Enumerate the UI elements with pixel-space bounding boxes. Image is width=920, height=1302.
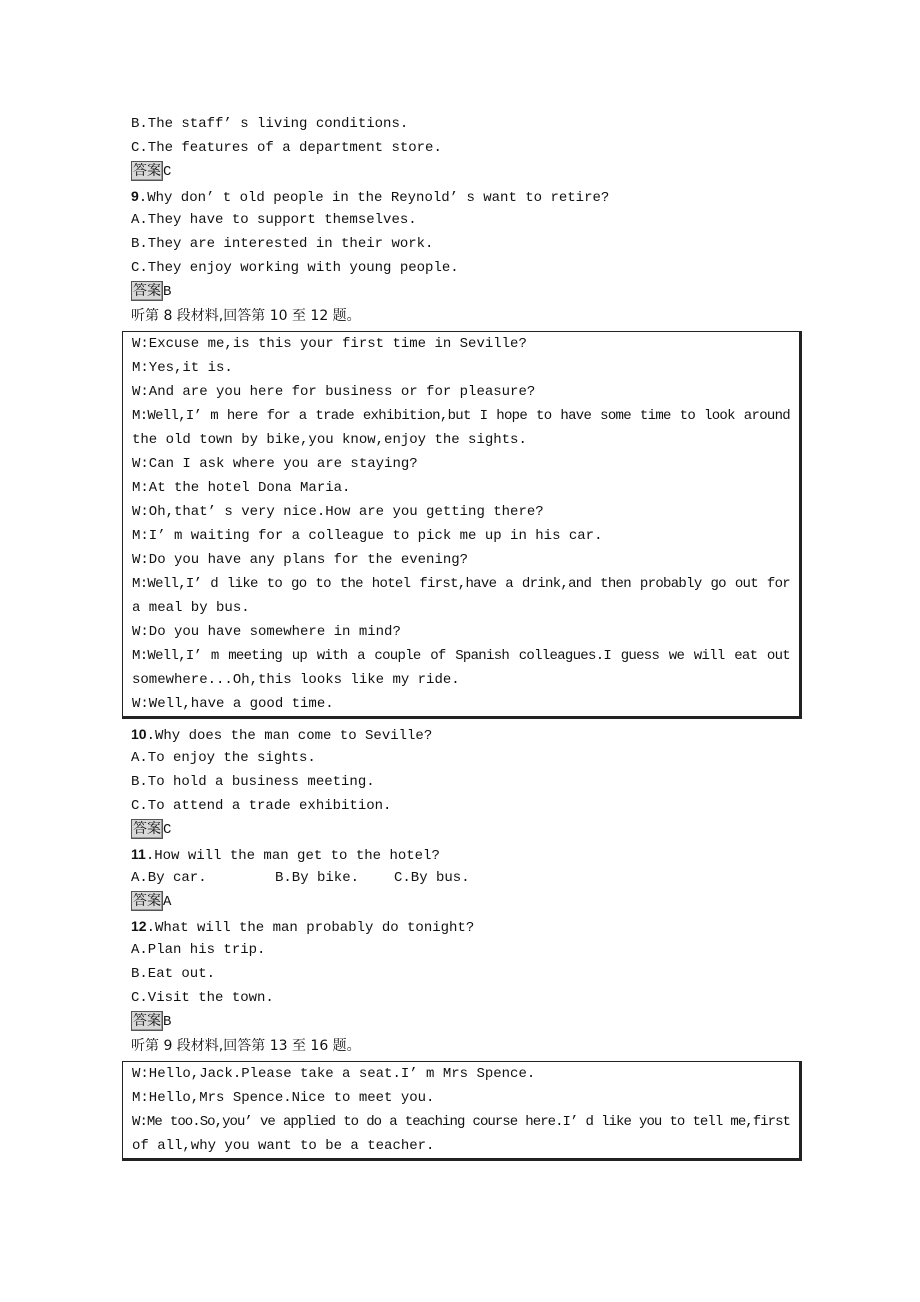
dialogue-box-9 [122, 1061, 802, 1161]
option: A.By car. [131, 870, 207, 886]
dialogue-line: W:Well,have a good time. [132, 696, 334, 712]
options-row [131, 866, 791, 890]
option: B.They are interested in their work. [131, 236, 434, 252]
answer [131, 890, 791, 914]
answer-badge: 答案 [133, 163, 161, 180]
question-number: 9 [131, 188, 139, 204]
answer [131, 280, 791, 304]
section-heading: 听第 8 段材料,回答第 10 至 12 题。 [131, 308, 361, 324]
answer-value: C [163, 822, 172, 838]
answer [131, 818, 791, 842]
dialogue-line: W:Do you have somewhere in mind? [132, 624, 401, 640]
option: A.To enjoy the sights. [131, 750, 316, 766]
question-text: .What will the man probably do tonight? [146, 920, 475, 936]
dialogue-line: W:And are you here for business or for pleasure? [132, 384, 536, 400]
dialogue-line: M:At the hotel Dona Maria. [132, 480, 351, 496]
dialogue-line: W:Excuse me,is this your first time in Seville? [132, 336, 527, 352]
dialogue-line: a meal by bus. [132, 600, 250, 616]
question-9 [131, 184, 791, 208]
dialogue-line: W:Hello,Jack.Please take a seat.I’ m Mrs Spence. [132, 1066, 536, 1082]
option: B.Eat out. [131, 966, 216, 982]
option: B.The staff’ s living conditions. [131, 116, 409, 132]
question-text: .How will the man get to the hotel? [145, 848, 440, 864]
dialogue-line: M:Well,I’ m here for a trade exhibition,but I hope to have some time to look around [132, 408, 790, 424]
question-12 [131, 914, 791, 938]
dialogue-line: the old town by bike,you know,enjoy the sights. [132, 432, 527, 448]
answer-badge: 答案 [133, 283, 161, 300]
option: A.They have to support themselves. [131, 212, 417, 228]
answer [131, 160, 791, 184]
answer-badge: 答案 [133, 1013, 161, 1030]
question-text: .Why don’ t old people in the Reynold’ s want to retire? [138, 190, 610, 206]
dialogue-line: W:Oh,that’ s very nice.How are you getting there? [132, 504, 544, 520]
question-11 [131, 842, 791, 866]
question-number: 12 [131, 918, 147, 934]
answer-badge: 答案 [133, 821, 161, 838]
option: B.By bike. [275, 870, 360, 886]
option: B.To hold a business meeting. [131, 774, 375, 790]
option: A.Plan his trip. [131, 942, 266, 958]
dialogue-line: M:Yes,it is. [132, 360, 233, 376]
answer-value: B [163, 1014, 172, 1030]
question-number: 10 [131, 726, 147, 742]
dialogue-line: somewhere...Oh,this looks like my ride. [132, 672, 460, 688]
answer-value: A [163, 894, 172, 910]
answer [131, 1010, 791, 1034]
dialogue-line: W:Can I ask where you are staying? [132, 456, 418, 472]
answer-value: B [163, 284, 172, 300]
question-text: .Why does the man come to Seville? [146, 728, 433, 744]
option: C.By bus. [394, 870, 470, 886]
dialogue-box-8 [122, 331, 802, 719]
dialogue-line: M:Well,I’ d like to go to the hotel first,have a drink,and then probably go out for [132, 576, 790, 592]
dialogue-line: W:Me too.So,you’ ve applied to do a teaching course here.I’ d like you to tell me,first [132, 1114, 790, 1130]
answer-badge: 答案 [133, 893, 161, 910]
option: C.To attend a trade exhibition. [131, 798, 392, 814]
option: C.Visit the town. [131, 990, 274, 1006]
dialogue-line: M:Hello,Mrs Spence.Nice to meet you. [132, 1090, 435, 1106]
option: C.They enjoy working with young people. [131, 260, 459, 276]
answer-value: C [163, 164, 172, 180]
dialogue-line: M:Well,I’ m meeting up with a couple of Spanish colleagues.I guess we will eat out [132, 648, 790, 664]
section-heading: 听第 9 段材料,回答第 13 至 16 题。 [131, 1038, 361, 1054]
dialogue-line: M:I’ m waiting for a colleague to pick me up in his car. [132, 528, 603, 544]
question-10 [131, 722, 791, 746]
dialogue-line: W:Do you have any plans for the evening? [132, 552, 469, 568]
question-number: 11 [131, 846, 146, 862]
dialogue-line: of all,why you want to be a teacher. [132, 1138, 435, 1154]
option: C.The features of a department store. [131, 140, 442, 156]
